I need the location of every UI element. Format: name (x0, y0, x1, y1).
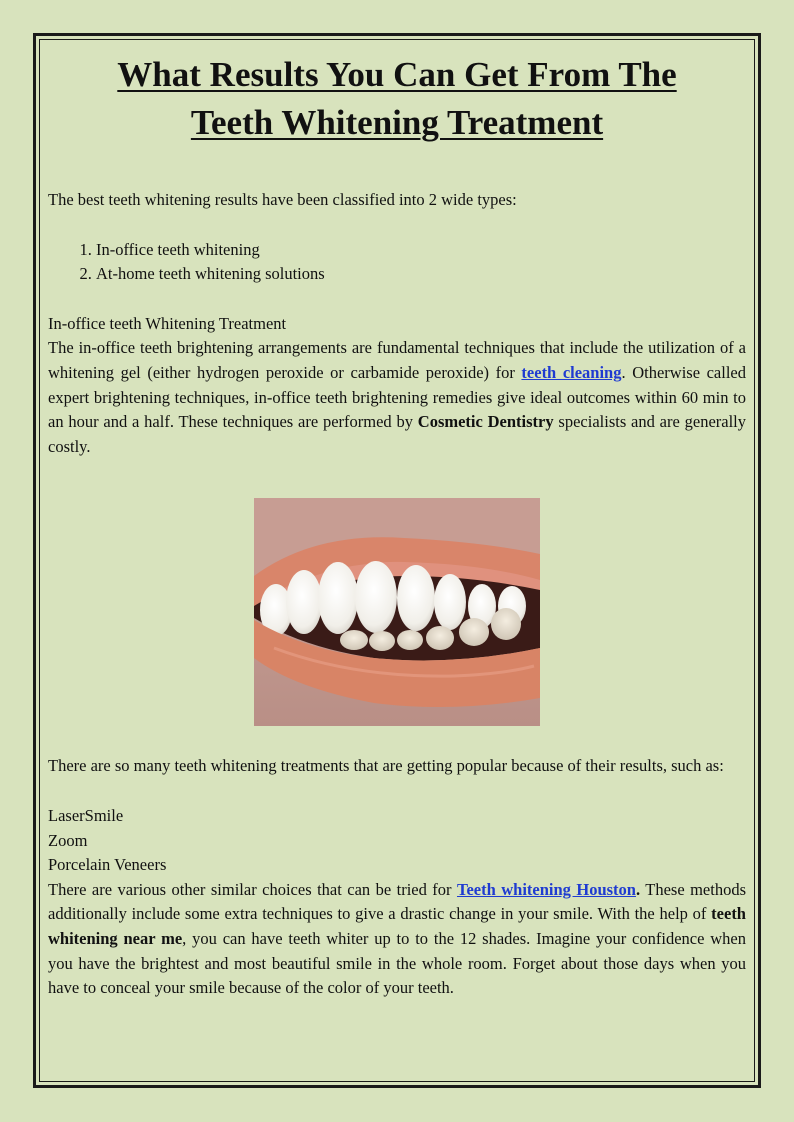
list-item: LaserSmile (48, 805, 124, 825)
teeth-cleaning-link[interactable]: teeth cleaning (521, 362, 622, 382)
title-line-1: What Results You Can Get From The (117, 55, 677, 94)
section-paragraph (48, 336, 746, 459)
document-body (48, 48, 746, 1001)
text-run: specialists and are generally costly. (48, 412, 746, 456)
list-item: Porcelain Veneers (48, 855, 167, 875)
text-run: There are various other similar choices that can be tried for (48, 879, 457, 899)
text-run: . Otherwise called expert brightening techniques, in-office teeth brightening remedies give ideal outcomes within 60 min to an hour and a half. These techniques are performed by (48, 362, 746, 432)
text-run: , you can have teeth whiter up to to the 12 shades. Imagine your confidence when you have the brightest and most beautiful smile in the whole room. Forget about those days when you have to conceal your smile because of the color of your teeth. (48, 928, 746, 998)
intro-text: The best teeth whitening results have been classified into 2 wide types: (48, 190, 517, 209)
section-heading: In-office teeth Whitening Treatment (48, 313, 287, 333)
teeth-whitening-houston-link[interactable]: Teeth whitening Houston (456, 879, 636, 899)
title-line-2: Teeth Whitening Treatment (190, 103, 604, 142)
treatments-list (48, 804, 746, 878)
bold-text: teeth whitening near me (48, 904, 746, 948)
list-item: 1. In-office teeth whitening (96, 238, 746, 263)
treatments-intro: There are so many teeth whitening treatments that are getting popular because of their results, such as: (48, 756, 724, 776)
text-run: The in-office teeth brightening arrangements are fundamental techniques that include the utilization of a whitening gel (either hydrogen peroxide or carbamide peroxide) for (48, 338, 746, 382)
closing-paragraph (48, 878, 746, 1001)
list-item: 2. At-home teeth whitening solutions (96, 262, 746, 287)
types-list (48, 238, 746, 287)
list-item: Zoom (48, 830, 88, 850)
page-title (48, 51, 746, 147)
bold-text: . (635, 879, 641, 899)
text-run: These methods additionally include some extra techniques to give a drastic change in your smile. With the help of (48, 879, 747, 924)
smile-photo (254, 498, 540, 726)
bold-text: Cosmetic Dentistry (417, 412, 554, 432)
